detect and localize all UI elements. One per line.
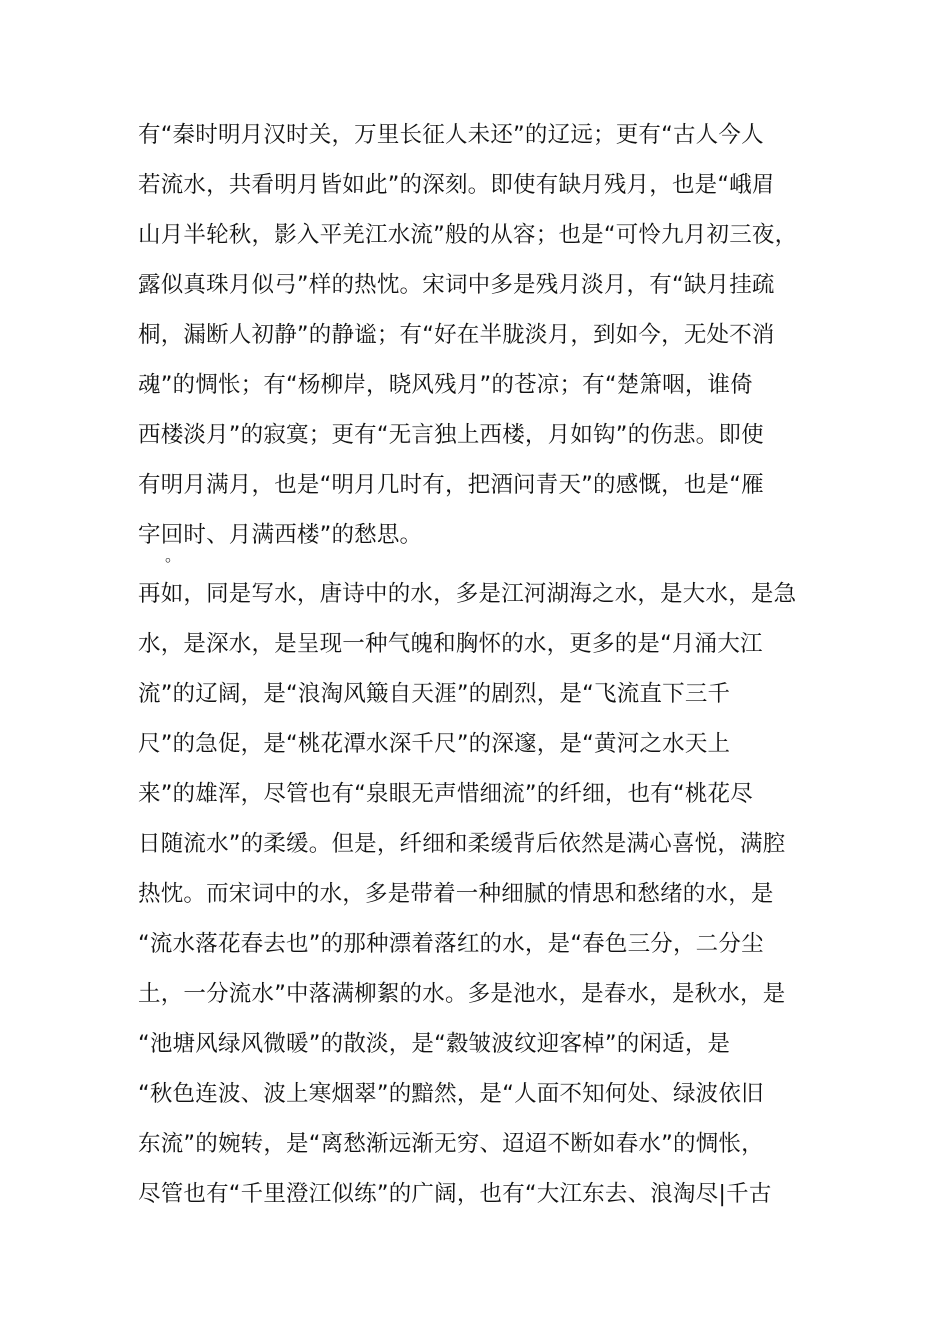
text-line: 尽管也有“千里澄江似练”的广阔，也有“大江东去、浪淘尽|千古 [138, 1181, 772, 1207]
text-line: “秋色连波、波上寒烟翠”的黯然，是“人面不知何处、绿波依旧 [138, 1081, 764, 1107]
text-line: 露似真珠月似弓”样的热忱。宋词中多是残月淡月，有“缺月挂疏 [138, 272, 775, 298]
text-line: 日随流水”的柔缓。但是，纤细和柔缓背后依然是满心喜悦，满腔 [138, 831, 786, 857]
text-line: 再如，同是写水，唐诗中的水，多是江河湖海之水，是大水，是急 [138, 581, 797, 607]
text-line: 尺”的急促，是“桃花潭水深千尺”的深邃，是“黄河之水天上 [138, 731, 731, 757]
text-line: 东流”的婉转，是“离愁渐远渐无穷、迢迢不断如春水”的惆怅， [138, 1131, 764, 1157]
stray-punctuation: 。 [165, 546, 182, 565]
text-line: 有“秦时明月汉时关，万里长征人未还”的辽远；更有“古人今人 [138, 122, 764, 148]
text-line: 字回时、月满西楼”的愁思。 [138, 522, 423, 548]
text-line: “池塘风绿风微暖”的散淡，是“縠皱波纹迎客棹”的闲适，是 [138, 1031, 731, 1057]
text-line: 来”的雄浑，尽管也有“泉眼无声惜细流”的纤细，也有“桃花尽 [138, 781, 753, 807]
text-line: 热忱。而宋词中的水，多是带着一种细腻的情思和愁绪的水，是 [138, 881, 774, 907]
text-line: 西楼淡月”的寂寞；更有“无言独上西楼，月如钩”的伤悲。即使 [138, 422, 764, 448]
text-line: 有明月满月，也是“明月几时有，把酒问青天”的感慨，也是“雁 [138, 472, 764, 498]
text-line: 若流水，共看明月皆如此”的深刻。即使有缺月残月，也是“峨眉 [138, 172, 775, 198]
text-line: 桐，漏断人初静”的静谧；有“好在半胧淡月，到如今，无处不消 [138, 322, 775, 348]
text-line: 山月半轮秋，影入平羌江水流”般的从容；也是“可怜九月初三夜， [138, 222, 798, 248]
text-line: 土，一分流水”中落满柳絮的水。多是池水，是春水，是秋水，是 [138, 981, 786, 1007]
text-line: 水，是深水，是呈现一种气魄和胸怀的水，更多的是“月涌大江 [138, 631, 763, 657]
text-line: 流”的辽阔，是“浪淘风簸自天涯”的剧烈，是“飞流直下三千 [138, 681, 731, 707]
text-line: “流水落花春去也”的那种漂着落红的水，是“春色三分，二分尘 [138, 931, 764, 957]
text-line: 魂”的惆怅；有“杨柳岸，晓风残月”的苍凉；有“楚箫咽，谁倚 [138, 372, 753, 398]
